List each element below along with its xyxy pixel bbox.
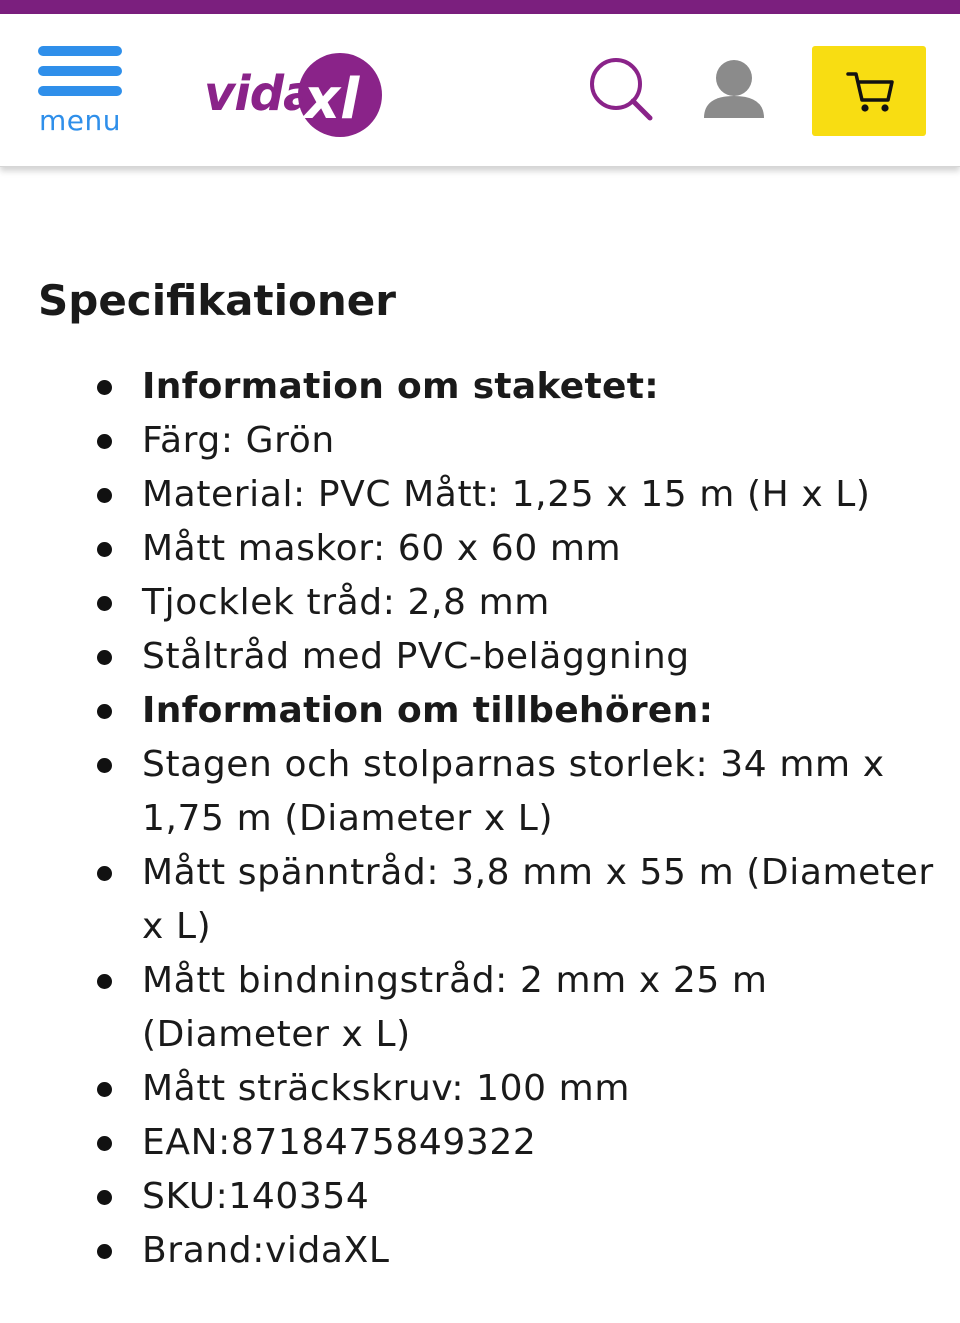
spec-item: Färg: Grön — [0, 414, 960, 468]
menu-button[interactable] — [36, 46, 124, 146]
cart-icon — [812, 46, 926, 136]
svg-text:xl: xl — [304, 67, 360, 132]
account-button[interactable] — [700, 56, 768, 126]
spec-item: Mått sträckskruv: 100 mm — [0, 1062, 960, 1116]
account-icon — [700, 56, 768, 126]
spec-item: Information om tillbehören: — [0, 684, 960, 738]
spec-item: Mått spänntråd: 3,8 mm x 55 m (Diameter x L) — [0, 846, 960, 954]
spec-item: Tjocklek tråd: 2,8 mm — [0, 576, 960, 630]
search-button[interactable] — [588, 56, 654, 122]
spec-item: EAN:8718475849322 — [0, 1116, 960, 1170]
top-accent-stripe — [0, 0, 960, 14]
spec-item: Brand:vidaXL — [0, 1224, 960, 1278]
vidaxl-logo[interactable] — [200, 48, 390, 148]
spec-item: SKU:140354 — [0, 1170, 960, 1224]
hamburger-menu-icon — [38, 46, 122, 56]
spec-item: Material: PVC Mått: 1,25 x 15 m (H x L) — [0, 468, 960, 522]
svg-text:vida: vida — [204, 66, 315, 122]
spec-item: Mått bindningstråd: 2 mm x 25 m (Diameter x L) — [0, 954, 960, 1062]
spec-item: Information om staketet: — [0, 360, 960, 414]
cart-button[interactable] — [812, 46, 926, 136]
hamburger-menu-icon — [38, 66, 122, 76]
spec-item: Ståltråd med PVC-beläggning — [0, 630, 960, 684]
section-title: Specifikationer — [38, 276, 396, 325]
site-header — [0, 14, 960, 167]
search-icon — [588, 56, 654, 122]
hamburger-menu-icon — [38, 86, 122, 96]
spec-list — [0, 360, 960, 1278]
spec-item: Stagen och stolparnas storlek: 34 mm x 1,75 m (Diameter x L) — [0, 738, 960, 846]
menu-label: menu — [39, 104, 121, 137]
spec-item: Mått maskor: 60 x 60 mm — [0, 522, 960, 576]
